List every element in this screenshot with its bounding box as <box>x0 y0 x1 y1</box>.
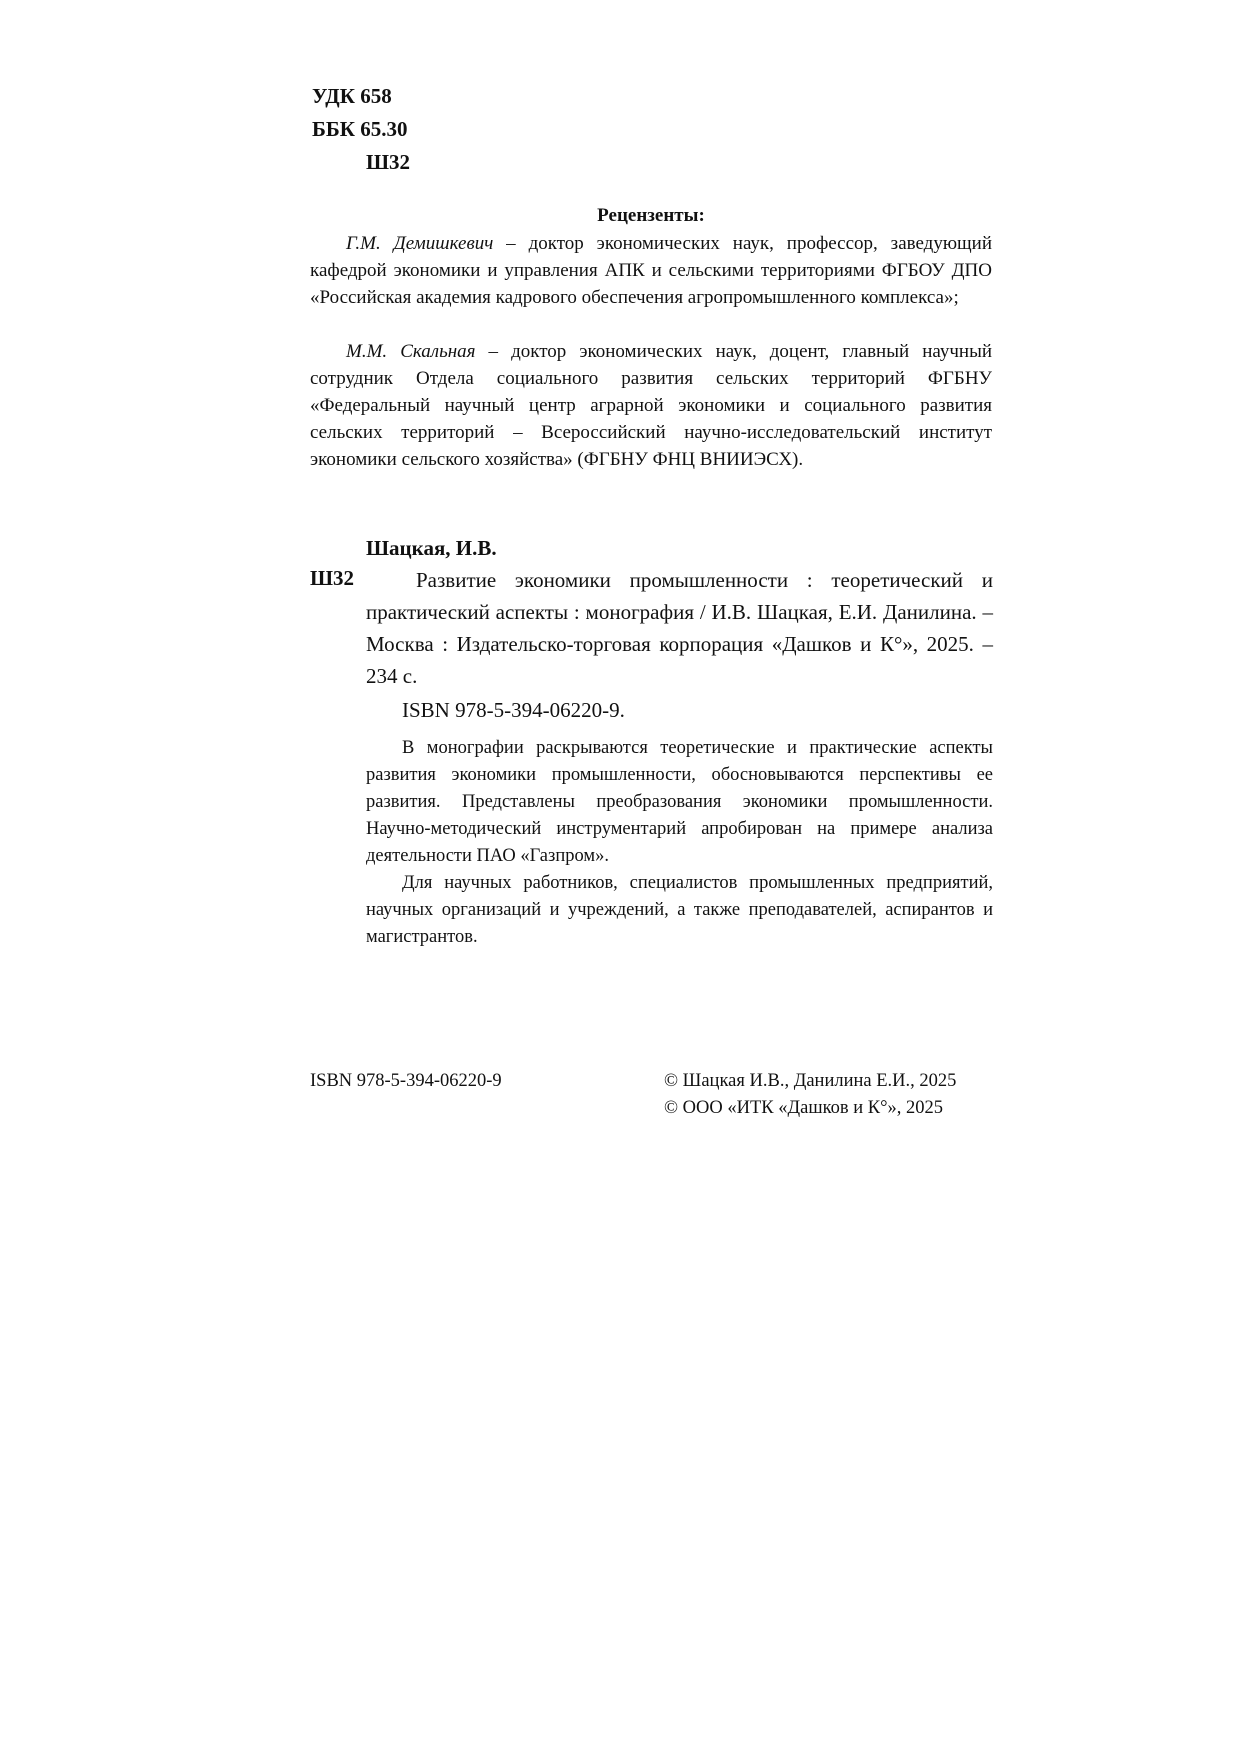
reviewer-1 <box>310 230 992 311</box>
copyright-publisher: © ООО «ИТК «Дашков и К°», 2025 <box>664 1098 944 1118</box>
footer-isbn: ISBN 978-5-394-06220-9 <box>310 1071 502 1091</box>
reviewers-heading: Рецензенты: <box>597 205 705 226</box>
catalog-author-heading: Шацкая, И.В. <box>366 536 497 560</box>
catalog-isbn: ISBN 978-5-394-06220-9. <box>402 698 625 722</box>
reviewer-2-name: М.М. Скальная <box>346 341 476 362</box>
catalog-mark: Ш32 <box>310 566 355 590</box>
udk-code: УДК 658 <box>312 84 392 108</box>
bbk-code: ББК 65.30 <box>312 117 408 141</box>
catalog-description: Развитие экономики промышленности : теоретический и практический аспекты : монография / И.В. Шацкая, Е.И. Данилина. – Москва : Издательско-торговая корпорация «Дашков и К°», 2025. – 234 с. <box>366 568 993 688</box>
reviewer-2 <box>310 338 992 473</box>
abstract-paragraph-1: В монографии раскрываются теоретические и практические аспекты развития экономики промышленности, обосновываются перспективы ее развития. Представлены преобразования экономики промышленности. Научно-методический инструментарий апробирован на примере анализа деятельности ПАО «Газпром». <box>366 738 993 866</box>
abstract-paragraph-2: Для научных работников, специалистов промышленных предприятий, научных организаций и учреждений, а также преподавателей, аспирантов и магистрантов. <box>366 873 993 947</box>
author-mark-top: Ш32 <box>366 150 411 174</box>
copyright-authors: © Шацкая И.В., Данилина Е.И., 2025 <box>664 1071 957 1091</box>
reviewer-1-name: Г.М. Демишкевич <box>346 233 494 254</box>
reviewer-2-text: – доктор экономических наук, доцент, главный научный сотрудник Отдела социального развития сельских территорий ФГБНУ «Федеральный научный центр аграрной экономики и социального развития сельских территорий – Всероссийский научно-исследовательский институт экономики сельского хозяйства» (ФГБНУ ФНЦ ВНИИЭСХ). <box>310 341 992 470</box>
reviewer-1-text: – доктор экономических наук, профессор, заведующий кафедрой экономики и управления АПК и сельскими территориями ФГБОУ ДПО «Российская академия кадрового обеспечения агропромышленного комплекса»; <box>310 233 992 308</box>
